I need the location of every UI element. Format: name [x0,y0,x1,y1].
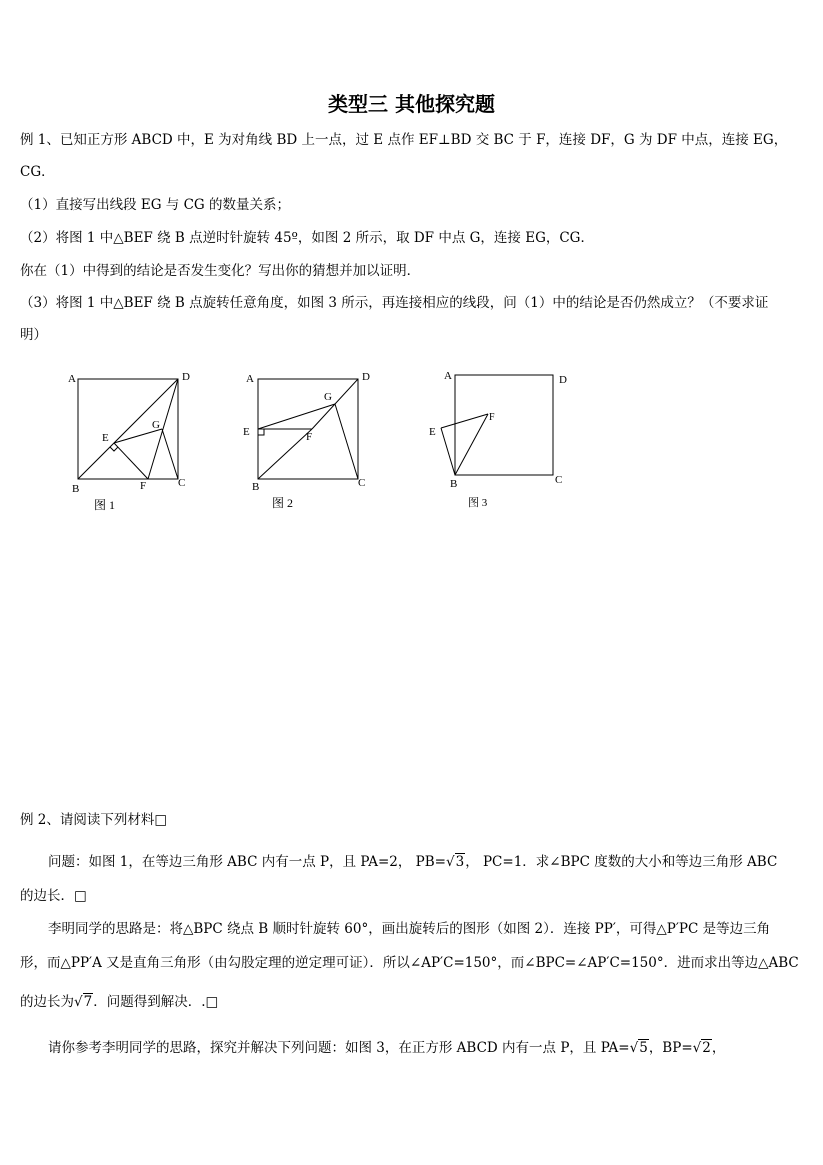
fig1-caption: 图 1 [94,498,116,512]
figure-3 [429,362,595,522]
fig3-label-c: C [555,474,563,486]
sqrt-7: √7 [74,994,93,1010]
fig2-segment-bf [258,429,312,479]
fig2-label-e: E [243,426,250,438]
fig2-segment-gc [335,404,358,479]
fig1-label-a: A [68,373,76,385]
fig2-label-g: G [324,391,332,403]
figure-1 [60,362,200,522]
ex2-line-2 [48,850,777,870]
fig3-label-b: B [450,478,458,490]
fig1-label-f: F [140,480,147,492]
fig2-caption: 图 2 [272,496,294,510]
fig1-label-b: B [72,483,80,495]
fig3-label-a: A [444,370,452,382]
ex1-line-3: （1）直接写出线段 EG 与 CG 的数量关系； [20,197,291,213]
sqrt-2: √2 [692,1040,711,1056]
ex2-line-1: 例 2、请阅读下列材料□ [20,812,168,828]
ex2-line-6 [20,990,218,1010]
fig3-label-f: F [489,412,495,423]
fig1-label-e: E [102,432,109,444]
fig1-segment-ef [114,443,148,479]
page-title: 类型三 其他探究题 [328,92,495,116]
ex2-line-6-text-b: ．问题得到解决．.□ [93,994,219,1010]
fig1-label-c: C [178,477,186,489]
ex2-line-6-text-a: 的边长为 [20,994,74,1010]
fig1-label-g: G [152,419,160,431]
figures [60,362,600,522]
ex2-line-2-text-a: 问题：如图 1，在等边三角形 ABC 内有一点 P，且 PA=2， PB= [48,854,446,870]
ex1-line-2: CG． [20,164,55,180]
ex2-line-3: 的边长．□ [20,888,87,904]
ex2-line-7 [48,1036,725,1056]
fig2-label-a: A [246,373,254,385]
sqrt-5: √5 [629,1040,648,1056]
fig2-label-b: B [252,481,260,493]
ex1-line-4: （2）将图 1 中△BEF 绕 B 点逆时针旋转 45º，如图 2 所示，取 DF 中点 G，连接 EG，CG． [20,230,594,246]
fig3-caption: 图 3 [468,497,488,509]
fig2-right-angle-mark [258,429,264,435]
fig2-label-f: F [306,431,313,443]
fig1-segment-cg [162,429,178,479]
figure-2 [240,362,380,522]
fig3-segment-fb [455,414,488,475]
fig3-square [455,375,553,475]
ex2-line-7-text-a: 请你参考李明同学的思路，探究并解决下列问题：如图 3，在正方形 ABCD 内有一点 P，且 PA= [48,1040,630,1056]
ex2-line-4: 李明同学的思路是：将△BPC 绕点 B 顺时针旋转 60°，画出旋转后的图形（如图 2）．连接 PP′，可得△P′PC 是等边三角 [48,921,771,937]
ex2-line-2-text-b: ， PC=1．求∠BPC 度数的大小和等边三角形 ABC [465,854,778,870]
ex2-line-7-text-b: ， [711,1040,726,1056]
sqrt-3: √3 [445,854,465,870]
ex1-line-1: 例 1、已知正方形 ABCD 中，E 为对角线 BD 上一点，过 E 点作 EF⊥BD 交 BC 于 F，连接 DF，G 为 DF 中点，连接 EG， [20,132,788,148]
ex1-line-5: 你在（1）中得到的结论是否发生变化？写出你的猜想并加以证明． [20,263,421,279]
fig3-label-e: E [429,426,436,438]
ex1-line-6: （3）将图 1 中△BEF 绕 B 点旋转任意角度，如图 3 所示，再连接相应的线段，问（1）中的结论是否仍然成立？（不要求证 [20,295,769,311]
fig1-right-angle-mark [110,447,118,451]
fig2-label-d: D [362,371,370,383]
ex2-line-5: 形，而△PP′A 又是直角三角形（由勾股定理的逆定理可证）．所以∠AP′C=150°，而∠BPC=∠AP′C=150°．进而求出等边△ABC [20,955,799,971]
ex2-line-7-text-m: ，BP= [648,1040,693,1056]
fig3-label-d: D [559,374,567,386]
fig3-segment-be [441,428,455,475]
fig2-label-c: C [358,477,366,489]
fig3-segment-ef [441,414,488,428]
fig1-label-d: D [182,371,190,383]
ex1-line-7: 明） [20,327,47,343]
